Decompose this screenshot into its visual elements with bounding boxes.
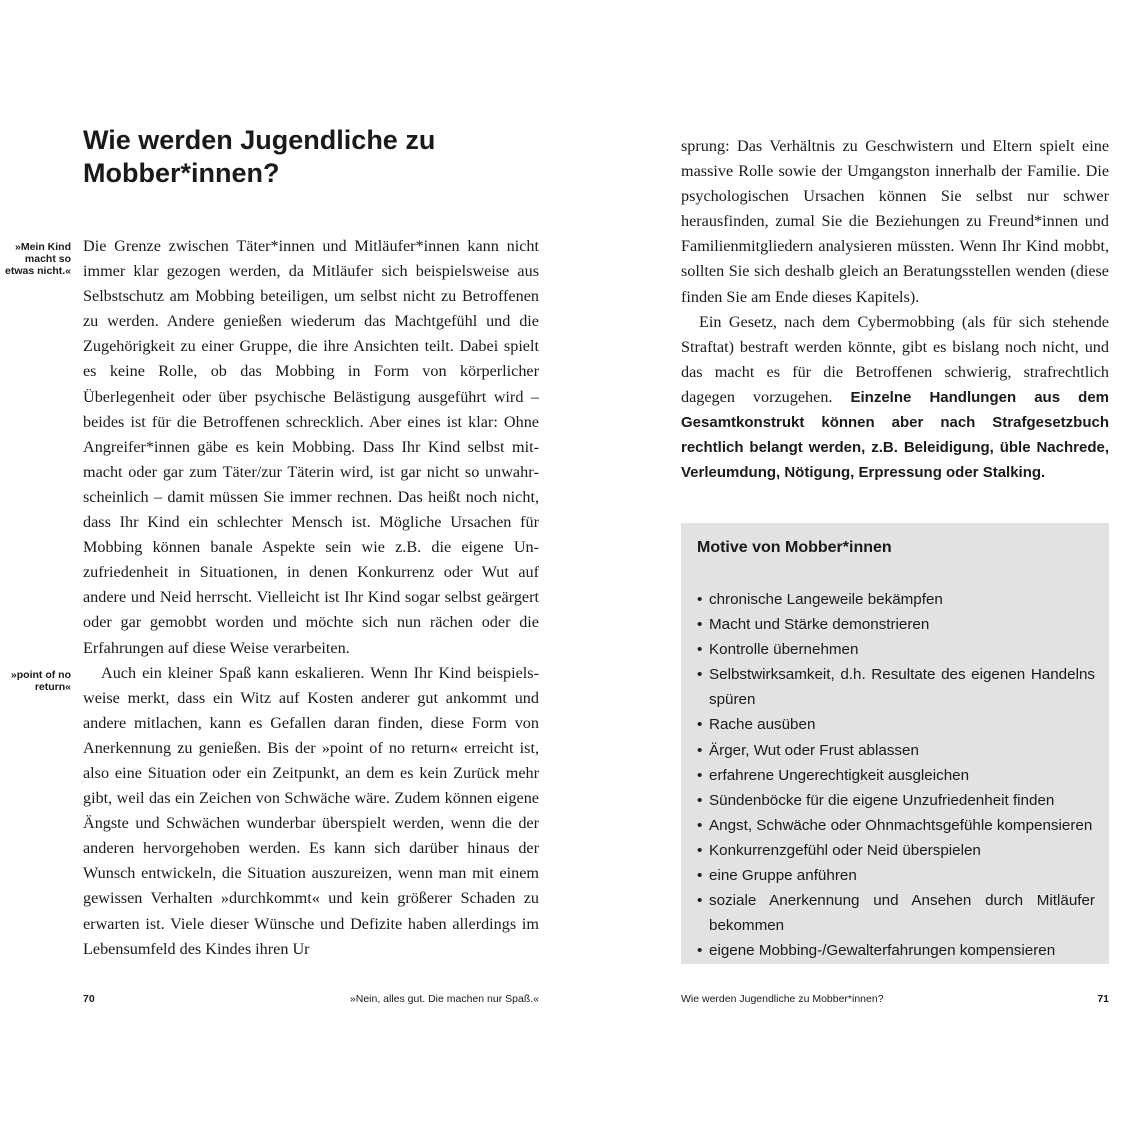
list-item: • soziale Anerkennung und Ansehen durch Mitläufer bekommen [697, 888, 1095, 938]
list-item: • eine Gruppe anführen [697, 863, 1095, 888]
list-item: • Rache ausüben [697, 712, 1095, 737]
list-item: • eigene Mobbing-/Gewalterfahrungen kompensieren [697, 938, 1095, 963]
paragraph-regular: Ein Gesetz, nach dem Cybermobbing (als für sich stehende Straftat) bestraft werden könnte, gibt es bislang noch nicht, und das macht es für die Betroffenen schwierig, strafrechtlich dagegen vorzugehen. [681, 312, 1109, 406]
paragraph-emphasis: Einzelne Handlungen aus dem Gesamtkonstrukt können aber nach Strafgesetzbuch rechtlich belangt werden, z.B. Beleidigung, üble Nachrede, Verleumdung, Nötigung, Erpressung oder Stalking. [681, 388, 1110, 482]
chapter-title: Wie werden Jugendliche zu Mobber*innen? [83, 125, 436, 188]
margin-note: »Mein Kind macht so etwas nicht.« [5, 241, 71, 277]
motive-list [697, 587, 1095, 963]
running-head: »Nein, alles gut. Die machen nur Spaß.« [349, 993, 539, 1005]
paragraph [681, 310, 1109, 486]
page-number: 70 [83, 993, 95, 1005]
list-item: • Selbstwirksamkeit, d.h. Resultate des eigenen Handelns spüren [697, 662, 1095, 712]
list-item: • Konkurrenzgefühl oder Neid überspielen [697, 838, 1095, 863]
list-item: • erfahrene Ungerechtigkeit ausgleichen [697, 763, 1095, 788]
list-item: • Sündenböcke für die eigene Unzufriedenheit finden [697, 788, 1095, 813]
list-item: • Macht und Stärke demonstrieren [697, 612, 1095, 637]
paragraph: sprung: Das Verhältnis zu Geschwistern und Eltern spielt eine massive Rolle sowie der Umgangston innerhalb der Familie. Die psychologischen Ursachen können Sie selbst nur schwer herausfinden, zumal Sie die Beziehungen zu Freund*innen und Familienmitgliedern analysieren müssten. Wenn Ihr Kind mobbt, sollten Sie sich deshalb gleich an Beratungsstellen wenden (diese finden Sie am Ende dieses Kapitels). [681, 137, 1109, 306]
list-item: • Kontrolle übernehmen [697, 637, 1095, 662]
list-item: • Ärger, Wut oder Frust ablassen [697, 738, 1095, 763]
margin-note: »point of no return« [10, 669, 71, 693]
paragraph: Die Grenze zwischen Täter*innen und Mitläufer*innen kann nicht immer klar gezogen werden, da Mitläufer sich beispielsweise aus Selbstschutz am Mobbing beteiligen, um selbst nicht zu Betroffenen zu werden. Andere genießen wiederum das Machtgefühl und die Zugehörigkeit zu einer Gruppe, die ihre Ansichten teilt. Dabei spielt es keine Rolle, ob das Mobbing in Form von körperlicher Überlegenheit oder über psychische Belästigung ausgeführt wird – beides ist für die Betroffenen schrecklich. Aber eines ist klar: Ohne Angreifer*innen gäbe es kein Mobbing. Dass Ihr Kind selbst mitmacht oder gar zum Täter/zur Täterin wird, ist gar nicht so unwahrscheinlich – damit müssen Sie immer rechnen. Das heißt noch nicht, dass Ihr Kind ein schlechter Mensch ist. Mögliche Ursachen für Mobbing können banale Aspekte sein wie z.B. die eigene Unzufriedenheit in Situationen, in denen Konkurrenz oder Wut auf andere und Neid herrscht. Vielleicht ist Ihr Kind sogar selbst geärgert oder gar gemobbt worden und möchte sich nun rächen oder die Erfahrungen auf diese Weise verarbeiten. [83, 237, 539, 657]
list-item: • Angst, Schwäche oder Ohnmachtsgefühle kompensieren [697, 813, 1095, 838]
running-head: Wie werden Jugendliche zu Mobber*innen? [681, 993, 884, 1005]
infobox [681, 523, 1109, 964]
body-text [681, 134, 1109, 485]
list-item: • chronische Langeweile bekämpfen [697, 587, 1095, 612]
page-number: 71 [1097, 993, 1109, 1005]
body-text [83, 234, 539, 962]
infobox-title: Motive von Mobber*innen [697, 539, 892, 556]
left-page [0, 0, 569, 1139]
paragraph: Auch ein kleiner Spaß kann eskalieren. Wenn Ihr Kind beispielsweise merkt, dass ein Witz auf Kosten anderer gut ankommt und andere mitlachen, kann es Gefallen daran finden, diese Form von Anerkennung zu genießen. Bis der »point of no return« erreicht ist, also eine Situation oder ein Zeitpunkt, an dem es kein Zurück mehr gibt, weil das ein Zeichen von Schwäche wäre. Zudem können eigene Ängste und Schwächen wunderbar überspielt werden, wenn die der anderen hervorgehoben werden. Es kann sich darüber hinaus der Wunsch entwickeln, die Situation auszureizen, wenn man mit einem gewissen Verhalten »durchkommt« und kein größerer Schaden zu erwarten ist. Viele dieser Wünsche und Defizite haben allerdings im Lebensumfeld des Kindes ihren Ur [83, 663, 539, 958]
right-page [570, 0, 1139, 1139]
